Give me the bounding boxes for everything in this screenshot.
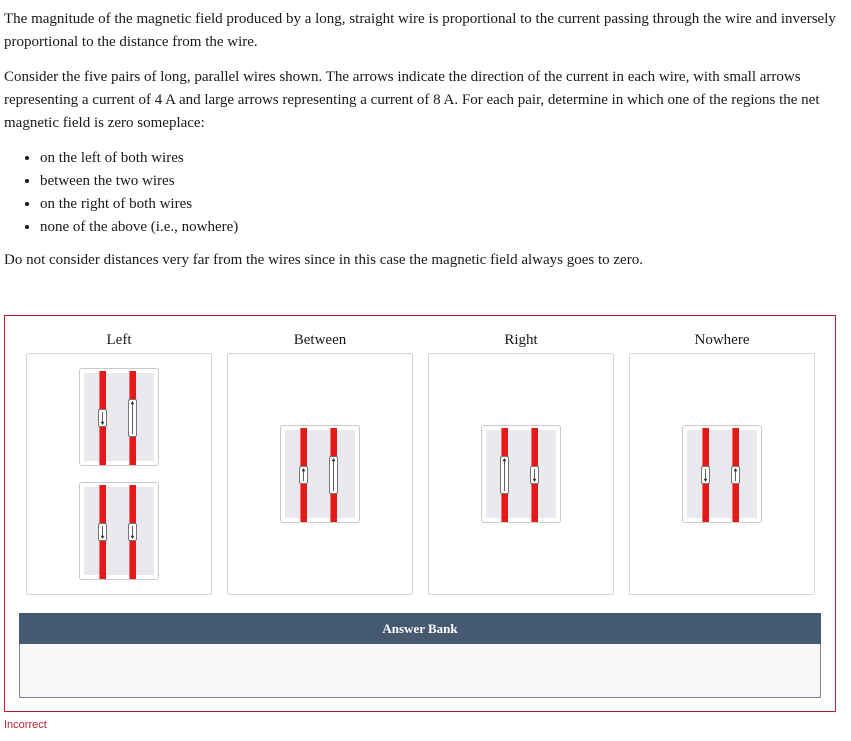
question-prose xyxy=(4,8,844,284)
current-arrow-up-small-icon xyxy=(299,466,308,484)
wire-pair-card[interactable] xyxy=(79,368,159,466)
drop-bin-right[interactable] xyxy=(428,353,614,595)
drop-bin-nowhere[interactable] xyxy=(629,353,815,595)
current-arrow-up-large-icon xyxy=(329,456,338,494)
card-background xyxy=(84,373,154,461)
bin-title-right: Right xyxy=(504,332,538,348)
option-left: • on the left of both wires xyxy=(40,147,844,170)
region-options-list xyxy=(4,147,844,239)
answer-bank-area[interactable] xyxy=(19,644,821,698)
intro-paragraph: The magnitude of the magnetic field produced by a long, straight wire is proportional to the current passing through the wire and inversely proportional to the distance from the wire. xyxy=(4,11,836,50)
instructions-paragraph: Consider the five pairs of long, parallel wires shown. The arrows indicate the direction of the current in each wire, with small arrows representing a current of 4 A and large arrows representing a current of 8 A. For each pair, determine in which one of the regions the net magnetic field is zero someplace: xyxy=(4,69,820,131)
drop-bin-between[interactable] xyxy=(227,353,413,595)
option-right: • on the right of both wires xyxy=(40,193,844,216)
bin-title-between: Between xyxy=(293,332,347,348)
bin-title-nowhere: Nowhere xyxy=(694,332,750,348)
current-arrow-down-small-icon xyxy=(98,523,107,541)
option-between: • between the two wires xyxy=(40,170,844,193)
wire-pair-card[interactable] xyxy=(79,482,159,580)
drop-bin-left[interactable] xyxy=(26,353,212,595)
current-arrow-up-large-icon xyxy=(500,456,509,494)
current-arrow-down-small-icon xyxy=(701,466,710,484)
wire-pair-card[interactable] xyxy=(280,425,360,523)
current-arrow-down-small-icon xyxy=(128,523,137,541)
card-background xyxy=(687,430,757,518)
option-nowhere: • none of the above (i.e., nowhere) xyxy=(40,216,844,239)
note-paragraph: Do not consider distances very far from the wires since in this case the magnetic field always goes to zero. xyxy=(4,252,643,268)
card-background xyxy=(285,430,355,518)
current-arrow-up-small-icon xyxy=(731,466,740,484)
current-arrow-down-small-icon xyxy=(98,409,107,427)
drag-drop-activity xyxy=(4,315,836,712)
bin-title-left: Left xyxy=(106,332,132,348)
wire-pair-card[interactable] xyxy=(481,425,561,523)
current-arrow-up-large-icon xyxy=(128,399,137,437)
status-incorrect: Incorrect xyxy=(4,719,47,731)
wire-pair-card[interactable] xyxy=(682,425,762,523)
current-arrow-down-small-icon xyxy=(530,466,539,484)
answer-bank-header: Answer Bank xyxy=(19,613,821,644)
card-background xyxy=(486,430,556,518)
card-background xyxy=(84,487,154,575)
